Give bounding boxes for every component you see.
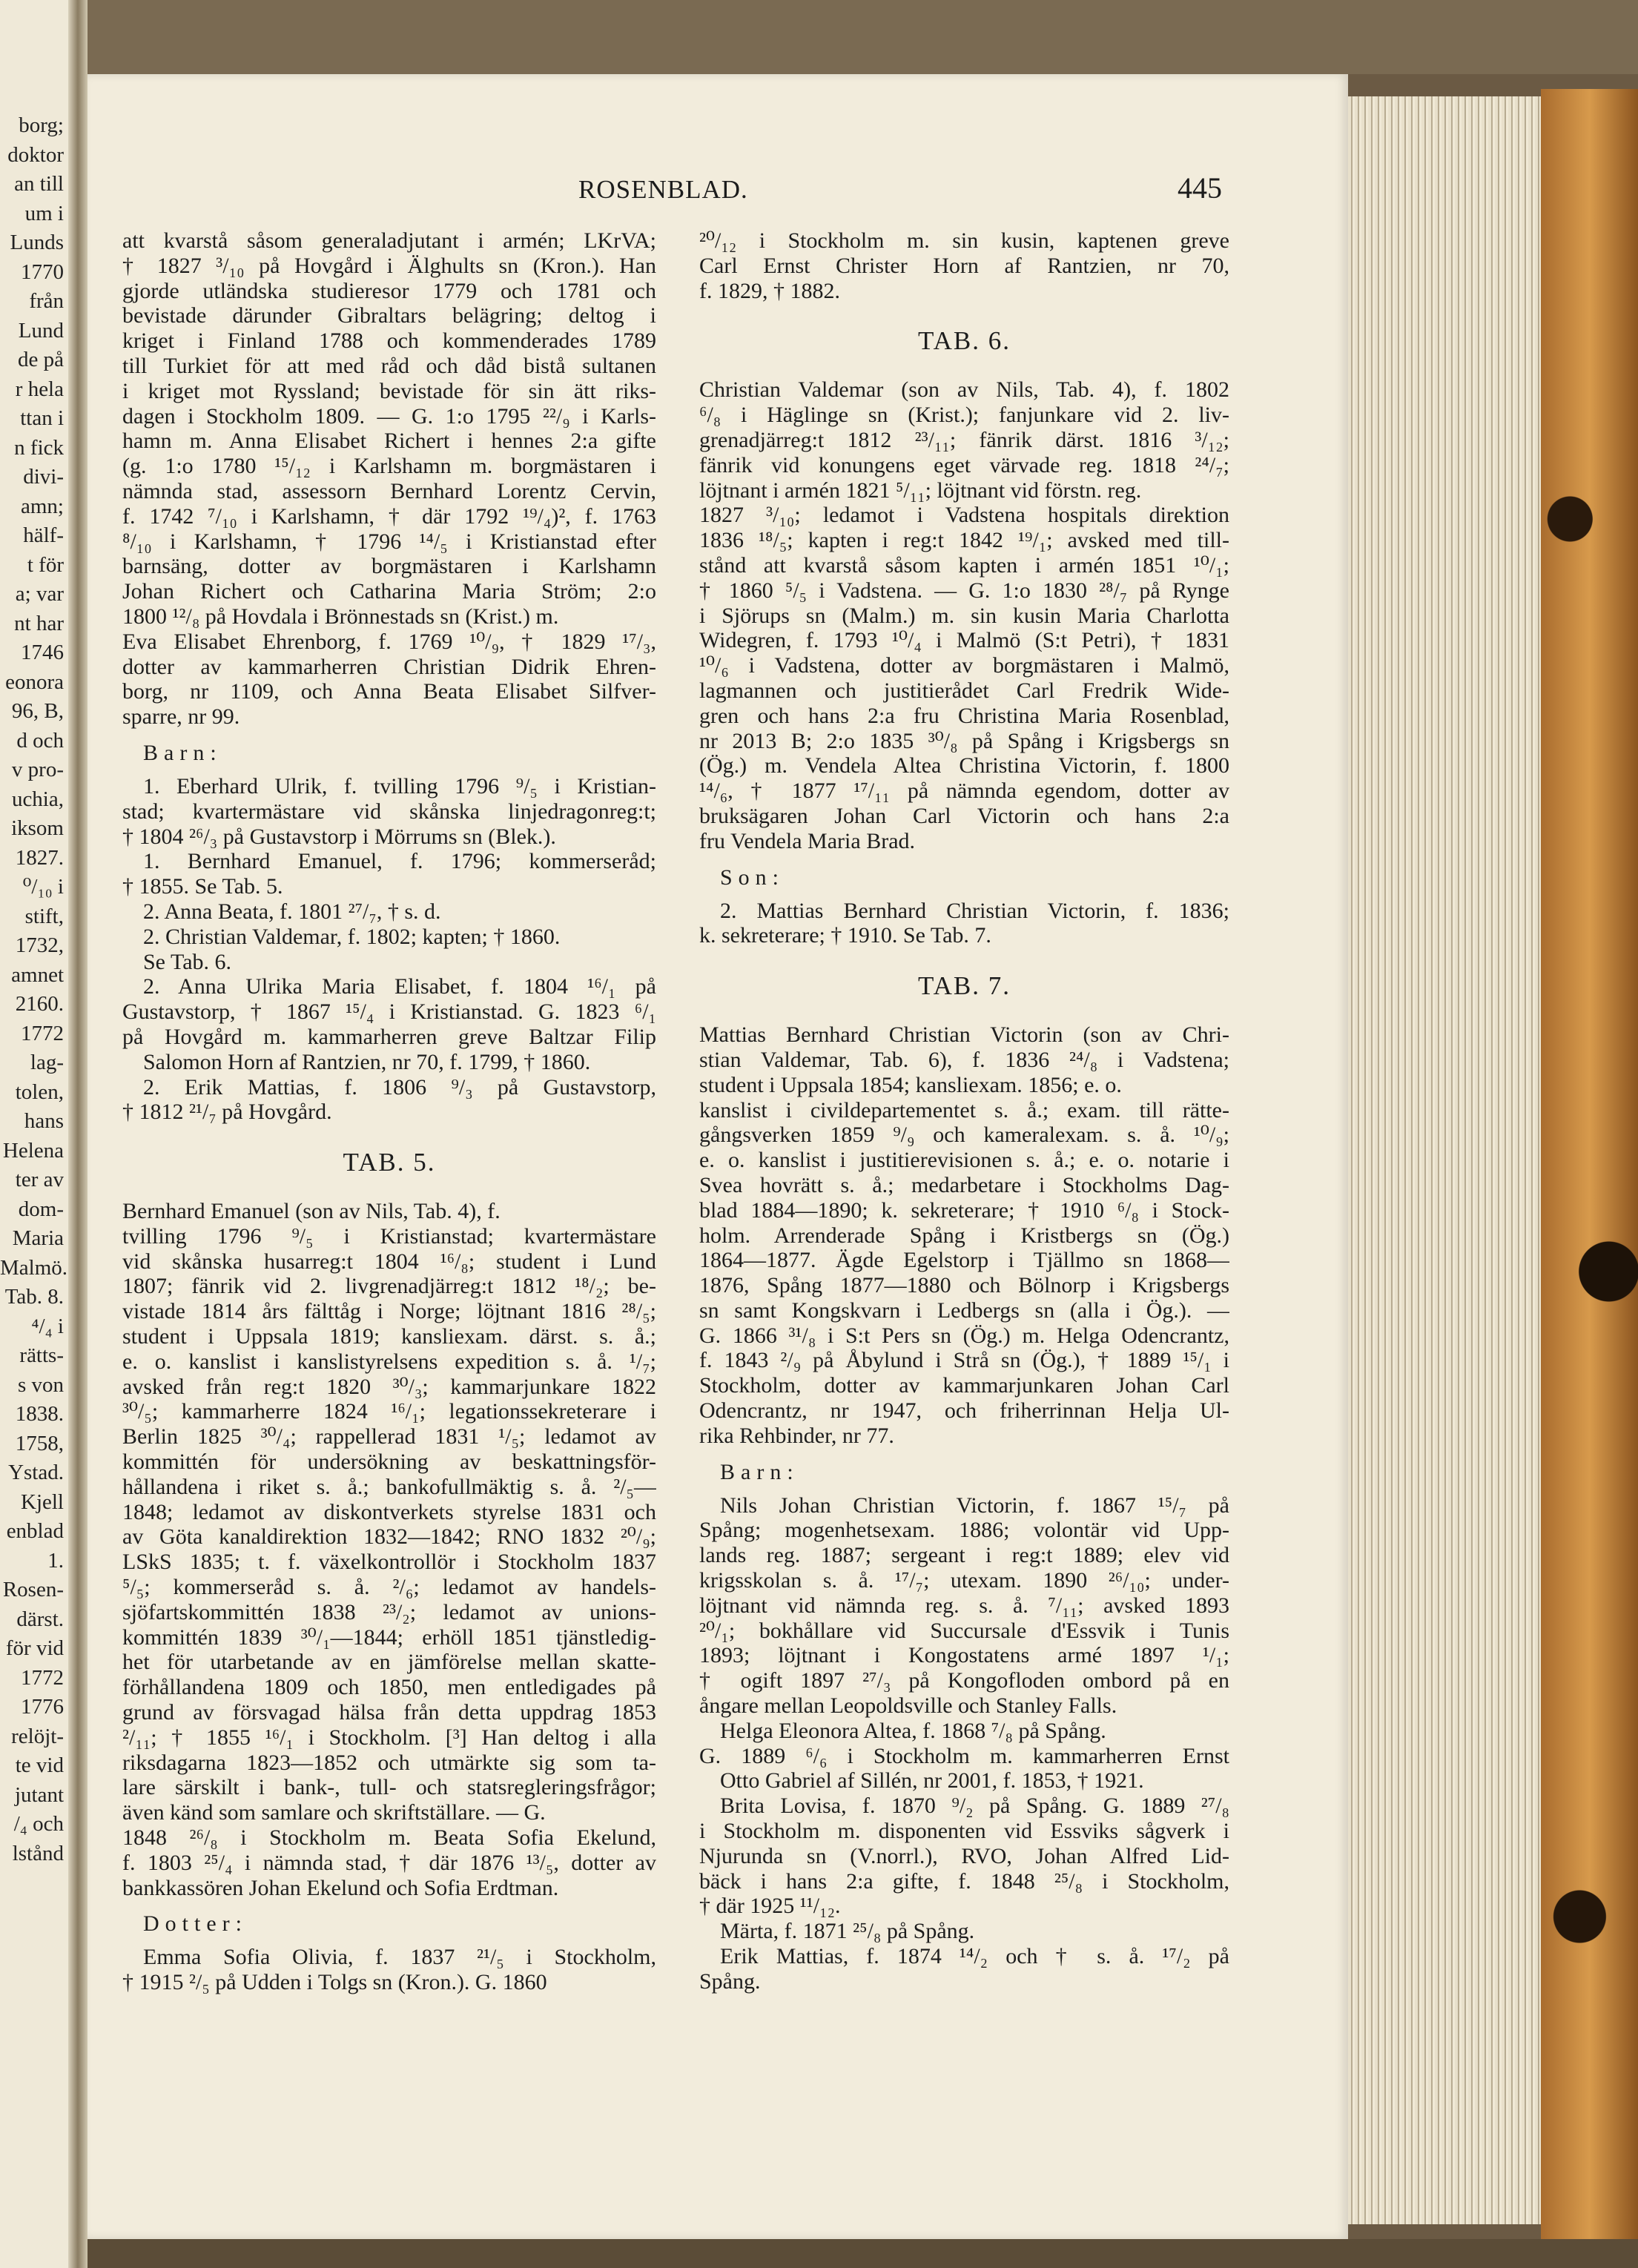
facing-page-fragment: därst. <box>16 1607 64 1631</box>
text-line: nr 2013 B; 2:o 1835 ³⁰/₈ på Spång i Krigsbergs sn <box>699 728 1229 753</box>
facing-page-fragment: 1732, <box>15 933 64 957</box>
text-line: e. o. kanslist i kanslistyrelsens expedition s. å. ¹/₇; <box>122 1349 656 1374</box>
text-line: bevistade därunder Gibraltars belägring; deltog i <box>122 303 656 328</box>
text-line: gjorde utländska studieresor 1779 och 1781 och <box>122 278 656 303</box>
text-line: kanslist i civildepartementet s. å.; exam. till rätte- <box>699 1097 1229 1123</box>
text-line: (Ög.) m. Vendela Altea Christina Victorin, f. 1800 <box>699 753 1229 778</box>
facing-page-fragment: v pro- <box>11 758 64 781</box>
facing-page-fragment: 1. <box>47 1548 64 1573</box>
text-line: 1. Eberhard Ulrik, f. tvilling 1796 ⁹/₅ i Kristian- <box>143 773 656 799</box>
text-line: Widegren, f. 1793 ¹⁰/₄ i Malmö (S:t Petri), † 1831 <box>699 628 1229 653</box>
facing-page-fragment: uchia, <box>11 787 64 811</box>
facing-page-fragment: från <box>29 289 64 313</box>
daughter-entry <box>122 1945 656 1995</box>
facing-page-fragment: iksom <box>11 816 64 840</box>
text-line: Se Tab. 6. <box>143 949 232 974</box>
text-line: f. 1829, † 1882. <box>699 278 840 303</box>
text-line: f. 1843 ²/₉ på Åbylund i Strå sn (Ög.), † 1889 ¹⁵/₁ i <box>699 1348 1229 1373</box>
text-line: löjtnant vid nämnda reg. s. å. ⁷/₁₁; avsked 1893 <box>699 1593 1229 1618</box>
text-line: gren och hans 2:a fru Christina Maria Rosenblad, <box>699 703 1229 728</box>
facing-page-fragment: t för <box>27 552 64 577</box>
text-line: grund av försvagad hälsa från detta uppdrag 1853 <box>122 1700 656 1725</box>
text-line: att kvarstå såsom generaladjutant i armén; LKrVA; <box>122 228 656 253</box>
facing-page-fragment: 1772 <box>21 1021 64 1045</box>
book-cover-marbled <box>1541 89 1638 2239</box>
text-line: 1800 ¹²/₈ på Hovdala i Brönnestads sn (Krist.) m. <box>122 604 559 629</box>
facing-page-fragment: 1770 <box>21 259 64 284</box>
facing-page-fragment: rätts- <box>19 1343 64 1367</box>
text-line: gångsverken 1859 ⁹/₉ och kameralexam. s. å. ¹⁰/₉; <box>699 1123 1229 1148</box>
text-line: 1836 ¹⁸/₅; kapten i reg:t 1842 ¹⁹/₁; avsked med till- <box>699 528 1229 553</box>
text-line: f. 1742 ⁷/₁₀ i Karlshamn, † där 1792 ¹⁹/₄)², f. 1763 <box>122 503 656 529</box>
text-line: 2. Christian Valdemar, f. 1802; kapten; † 1860. <box>143 924 561 949</box>
right-column <box>699 228 1229 1994</box>
text-line: Johan Richert och Catharina Maria Ström; 2:o <box>122 579 656 604</box>
text-line: nämnda stad, assessorn Bernhard Lorentz Cervin, <box>122 478 656 503</box>
text-line: bäck i hans 2:a gifte, f. 1848 ²⁵/₈ i Stockholm, <box>699 1868 1229 1894</box>
text-line: † 1860 ⁵/₅ i Vadstena. — G. 1:o 1830 ²⁸/₇ på Rynge <box>699 578 1229 603</box>
page-edges <box>1348 96 1541 2224</box>
facing-page-fragment: a; var <box>15 582 64 606</box>
facing-page-fragment: 1776 <box>21 1695 64 1719</box>
text-line: holm. Arrenderade Spång i Kristbergs sn (Ög.) <box>699 1223 1229 1248</box>
text-line: ⁵/₅; kommerseråd s. å. ²/₆; ledamot av handels- <box>122 1575 656 1600</box>
text-line: hållandena i riket s. å.; bankofullmäktig s. å. ²/₅— <box>122 1474 656 1499</box>
text-line: barnsäng, dotter av borgmästaren i Karlshamn <box>122 554 656 579</box>
text-line: G. 1866 ³¹/₈ i S:t Pers sn (Ög.) m. Helga Odencrantz, <box>699 1323 1229 1348</box>
text-line: i Stockholm m. disponenten vid Essviks sågverk i <box>699 1819 1229 1844</box>
text-line: ¹⁰/₆ i Vadstena, dotter av borgmästaren i Malmö, <box>699 653 1229 678</box>
facing-page-fragment: divi- <box>23 465 64 489</box>
text-line: dagen i Stockholm 1809. — G. 1:o 1795 ²²/₉ i Karls- <box>122 403 656 429</box>
facing-page-fragment: 96, B, <box>11 699 64 723</box>
text-line: Otto Gabriel af Sillén, nr 2001, f. 1853, † 1921. <box>720 1768 1144 1793</box>
facing-page-fragment: Rosen- <box>2 1578 64 1601</box>
facing-page-fragment: te vid <box>15 1753 64 1777</box>
facing-page-fragment: Maria <box>12 1226 64 1250</box>
left-column <box>122 228 656 1995</box>
text-line: lagmannen och justitierådet Carl Fredrik Wide- <box>699 678 1229 703</box>
text-line: † 1827 ³/₁₀ på Hovgård i Älghults sn (Kron.). Han <box>122 253 656 278</box>
facing-page-fragment: relöjt- <box>11 1724 64 1748</box>
facing-page-fragment: enblad <box>6 1519 64 1543</box>
text-line: ⁸/₁₀ i Karlshamn, † 1796 ¹⁴/₅ i Kristianstad efter <box>122 529 656 554</box>
facing-page-fragment: 1827. <box>15 845 64 870</box>
text-line: Nils Johan Christian Victorin, f. 1867 ¹⁵/₇ på <box>720 1492 1229 1518</box>
text-line: Stockholm, dotter av kammarjunkaren Johan Carl <box>699 1373 1229 1398</box>
facing-page-fragment: 1758, <box>15 1431 64 1455</box>
facing-page-fragment: um i <box>24 201 64 225</box>
text-line: av Göta kanaldirektion 1832—1842; RNO 1832 ²⁰/₉; <box>122 1524 656 1550</box>
book-edge-bottom <box>87 2239 1638 2268</box>
text-line: vid skånska husarreg:t 1804 ¹⁶/₈; student i Lund <box>122 1249 656 1274</box>
facing-page-fragment: 1838. <box>15 1402 64 1426</box>
text-line: bankkassören Johan Ekelund och Sofia Erdtman. <box>122 1875 559 1900</box>
facing-page-fragment: Lund <box>18 318 64 343</box>
text-line: 1893; löjtnant i Kongostatens armé 1897 ¹/₁; <box>699 1643 1229 1668</box>
text-line: sparre, nr 99. <box>122 704 240 730</box>
text-line: Carl Ernst Christer Horn af Rantzien, nr 70, <box>699 253 1229 278</box>
text-line: 1848; ledamot av diskontverkets styrelse 1831 och <box>122 1499 656 1524</box>
text-line: blad 1884—1890; k. sekreterare; † 1910 ⁶/₈ i Stock- <box>699 1197 1229 1223</box>
facing-page-fragment: Tab. 8. <box>4 1285 64 1309</box>
facing-page-fragment: lstånd <box>12 1841 64 1865</box>
text-line: ångare mellan Leopoldsville och Stanley Falls. <box>699 1693 1117 1719</box>
facing-page-fragment: eonora <box>5 670 64 694</box>
entry-tab7 <box>699 1022 1229 1449</box>
facing-page-fragment: d och <box>16 728 64 753</box>
text-line: Erik Mattias, f. 1874 ¹⁴/₂ och † s. å. ¹⁷/₂ på <box>720 1944 1229 1969</box>
text-line: e. o. kanslist i justitierevisionen s. å.; e. o. notarie i <box>699 1148 1229 1173</box>
text-line: f. 1803 ²⁵/₄ i nämnda stad, † där 1876 ¹³/₅, dotter av <box>122 1850 656 1875</box>
text-line: Berlin 1825 ³⁰/₄; rappellerad 1831 ¹/₅; ledamot av <box>122 1424 656 1449</box>
text-line: 1848 ²⁶/₈ i Stockholm m. Beata Sofia Ekelund, <box>122 1825 656 1851</box>
text-line: borg, nr 1109, och Anna Beata Elisabet Silfver- <box>122 679 656 704</box>
text-line: på Hovgård m. kammarherren greve Baltzar Filip <box>122 1024 656 1049</box>
text-line: ³⁰/₅; kammarherre 1824 ¹⁶/₁; legationssekreterare i <box>122 1399 656 1424</box>
text-line: † 1804 ²⁶/₃ på Gustavstorp i Mörrums sn (Blek.). <box>122 824 556 849</box>
book-edge-top <box>87 0 1638 74</box>
text-line: lare särskilt i bank-, tull- och statsregleringsfrågor; <box>122 1775 656 1800</box>
text-line: 1. Bernhard Emanuel, f. 1796; kommerseråd; <box>143 849 656 874</box>
section-label-barn: Barn: <box>143 740 222 765</box>
text-line: grenadjärreg:t 1812 ²³/₁₁; fänrik därst. 1816 ³/₁₂; <box>699 427 1229 452</box>
facing-page-fragment: dom- <box>18 1197 64 1221</box>
facing-page-fragment: hans <box>24 1109 64 1133</box>
facing-page-fragment: 1772 <box>21 1665 64 1690</box>
facing-page-fragment: 1746 <box>21 641 64 664</box>
text-line: † ogift 1897 ²⁷/₃ på Kongofloden ombord på en <box>699 1668 1229 1693</box>
text-line: till Turkiet för att med råd och dåd bistå sultanen <box>122 353 656 378</box>
text-line: Eva Elisabet Ehrenborg, f. 1769 ¹⁰/₉, † 1829 ¹⁷/₃, <box>122 629 656 654</box>
text-line: Brita Lovisa, f. 1870 ⁹/₂ på Spång. G. 1889 ²⁷/₈ <box>720 1793 1229 1819</box>
facing-page-fragment: 2160. <box>15 992 64 1016</box>
facing-page-fragment: lag- <box>30 1051 64 1074</box>
text-line: sjöfartskommittén 1838 ²³/₂; ledamot av unions- <box>122 1599 656 1624</box>
text-line: krigsskolan s. å. ¹⁷/₇; utexam. 1890 ²⁶/₁₀; under- <box>699 1568 1229 1593</box>
text-line: Bernhard Emanuel (son av Nils, Tab. 4), f. <box>122 1199 501 1224</box>
text-line: Njurunda sn (V.norrl.), RVO, Johan Alfred Lid- <box>699 1843 1229 1868</box>
text-line: vistade 1814 års fälttåg i Norge; löjtnant 1816 ²⁸/₅; <box>122 1299 656 1324</box>
text-line: Emma Sofia Olivia, f. 1837 ²¹/₅ i Stockholm, <box>143 1945 656 1970</box>
text-line: k. sekreterare; † 1910. Se Tab. 7. <box>699 923 991 948</box>
text-line: 1807; fänrik vid 2. livgrenadjärreg:t 1812 ¹⁸/₂; be- <box>122 1274 656 1299</box>
facing-page-fragment: stift, <box>24 904 64 928</box>
text-line: i Sjörups sn (Malm.) m. sin kusin Maria Charlotta <box>699 603 1229 628</box>
text-line: 2. Erik Mattias, f. 1806 ⁹/₃ på Gustavstorp, <box>143 1074 656 1100</box>
text-line: 2. Anna Beata, f. 1801 ²⁷/₇, † s. d. <box>143 899 441 924</box>
text-line: Gustavstorp, † 1867 ¹⁵/₄ i Kristianstad. G. 1823 ⁶/₁ <box>122 999 656 1025</box>
text-line: ¹⁴/₆, † 1877 ¹⁷/₁₁ på nämnda egendom, dotter av <box>699 778 1229 804</box>
text-line: sn samt Kongskvarn i Ledbergs sn (alla i Ög.). — <box>699 1297 1229 1323</box>
text-line: lands reg. 1887; sergeant i reg:t 1889; elev vid <box>699 1543 1229 1568</box>
text-line: Spång; mogenhetsexam. 1886; volontär vid Upp- <box>699 1518 1229 1543</box>
facing-page-fragment: doktor <box>7 142 64 167</box>
text-line: ²/₁₁; † 1855 ¹⁶/₁ i Stockholm. [³] Han deltog i alla <box>122 1725 656 1750</box>
text-line: Helga Eleonora Altea, f. 1868 ⁷/₈ på Spång. <box>720 1718 1106 1743</box>
son-entry <box>699 899 1229 949</box>
table-heading-tab6: TAB. 6. <box>918 326 1011 356</box>
book-gutter <box>68 0 87 2268</box>
facing-page-fragment: ter av <box>15 1168 64 1191</box>
text-line: Märta, f. 1871 ²⁵/₈ på Spång. <box>720 1919 975 1944</box>
text-line: student i Uppsala 1819; kansliexam. därst. s. å.; <box>122 1324 656 1349</box>
paragraph-continuation-right <box>699 228 1229 303</box>
text-line: † 1915 ²/₅ på Udden i Tolgs sn (Kron.). G. 1860 <box>122 1970 547 1995</box>
text-line: fänrik vid konungens eget värvade reg. 1818 ²⁴/₇; <box>699 452 1229 477</box>
text-line: † 1855. Se Tab. 5. <box>122 874 283 899</box>
facing-page-fragment: Helena <box>2 1138 64 1163</box>
text-line: 2. Anna Ulrika Maria Elisabet, f. 1804 ¹⁶/₁ på <box>143 974 656 999</box>
section-label-son: Son: <box>720 864 785 890</box>
text-line: kommittén för undersökning av beskattningsför- <box>122 1449 656 1475</box>
facing-page-fragment: nt har <box>14 611 64 635</box>
text-line: Salomon Horn af Rantzien, nr 70, f. 1799, † 1860. <box>143 1049 591 1074</box>
text-line: 2. Mattias Bernhard Christian Victorin, f. 1836; <box>720 898 1229 923</box>
table-heading-tab5: TAB. 5. <box>343 1148 436 1177</box>
entry-tab5 <box>122 1199 656 1900</box>
text-line: het för utarbetande av en jämförelse mellan skatte- <box>122 1650 656 1675</box>
section-label-dotter: Dotter: <box>143 1911 248 1937</box>
text-line: även känd som samlare och skriftställare. — G. <box>122 1800 546 1825</box>
text-line: ²⁰/₁; bokhållare vid Succursale d'Essvik i Tunis <box>699 1618 1229 1643</box>
table-heading-tab7: TAB. 7. <box>918 971 1011 1001</box>
text-line: kommittén 1839 ³⁰/₁—1844; erhöll 1851 tjänstledig- <box>122 1624 656 1650</box>
facing-page-fragment: ⁴/₄ i <box>31 1314 64 1338</box>
section-label-barn-right: Barn: <box>720 1459 799 1484</box>
running-header: ROSENBLAD. <box>578 175 748 204</box>
text-line: † där 1925 ¹¹/₁₂. <box>699 1894 841 1919</box>
text-line: dotter av kammarherren Christian Didrik Ehren- <box>122 654 656 679</box>
entry-tab6 <box>699 377 1229 853</box>
text-line: fru Vendela Maria Brad. <box>699 828 916 853</box>
text-line: tvilling 1796 ⁹/₅ i Kristianstad; kvartermästare <box>122 1223 656 1249</box>
text-line: Mattias Bernhard Christian Victorin (son av Chri- <box>699 1022 1229 1048</box>
text-line: Spång. <box>699 1968 761 1994</box>
facing-page-fragment: Ystad. <box>8 1461 64 1484</box>
facing-page-fragment: an till <box>14 172 64 196</box>
text-line: student i Uppsala 1854; kansliexam. 1856; e. o. <box>699 1072 1122 1097</box>
paragraph-continuation <box>122 228 656 730</box>
text-line: ²⁰/₁₂ i Stockholm m. sin kusin, kaptenen greve <box>699 228 1229 253</box>
page-number: 445 <box>1178 171 1222 205</box>
facing-page-fragment: s von <box>17 1372 64 1397</box>
text-line: ⁶/₈ i Häglinge sn (Krist.); fanjunkare vid 2. liv- <box>699 403 1229 428</box>
text-line: stånd att kvarstå såsom kapten i armén 1851 ¹⁰/₁; <box>699 552 1229 578</box>
text-line: i kriget mot Ryssland; bevistade för sin ätt riks- <box>122 378 656 403</box>
text-line: stian Valdemar, Tab. 6), f. 1836 ²⁴/₈ i Vadstena; <box>699 1047 1229 1072</box>
facing-page-fragment: tolen, <box>15 1080 64 1104</box>
text-line: rika Rehbinder, nr 77. <box>699 1423 894 1448</box>
children-list-right <box>699 1493 1229 1994</box>
facing-page-fragment: ⁰/₁₀ i <box>22 875 64 899</box>
facing-page-fragment: Malmö. <box>0 1255 68 1280</box>
facing-page-fragment: de på <box>18 348 64 371</box>
facing-page-fragment: amn; <box>21 494 64 518</box>
text-line: 1864—1877. Ägde Egelstorp i Tjällmo sn 1868— <box>699 1248 1229 1273</box>
text-line: Svea hovrätt s. å.; medarbetare i Stockholms Dag- <box>699 1172 1229 1197</box>
facing-page-fragment: r hela <box>15 377 64 401</box>
text-line: 1827 ³/₁₀; ledamot i Vadstena hospitals direktion <box>699 503 1229 528</box>
text-line: förhållandena 1809 och 1850, men entledigades på <box>122 1675 656 1700</box>
text-line: löjtnant i armén 1821 ⁵/₁₁; löjtnant vid förstn. reg. <box>699 477 1142 503</box>
text-line: † 1812 ²¹/₇ på Hovgård. <box>122 1100 332 1125</box>
facing-page-fragment: amnet <box>11 962 64 987</box>
text-line: riksdagarna 1823—1852 och utmärkte sig som ta- <box>122 1750 656 1775</box>
text-line: (g. 1:o 1780 ¹⁵/₁₂ i Karlshamn m. borgmästaren i <box>122 454 656 479</box>
facing-page-fragment: borg; <box>19 113 64 137</box>
text-line: LSkS 1835; t. f. växelkontrollör i Stockholm 1837 <box>122 1550 656 1575</box>
facing-page-fragment: n fick <box>14 435 64 460</box>
facing-page-fragment: ttan i <box>20 406 64 430</box>
text-line: kriget i Finland 1788 och kommenderades 1789 <box>122 328 656 354</box>
facing-page-fragment: jutant <box>14 1782 64 1807</box>
facing-page-text <box>0 111 70 2076</box>
children-list <box>122 774 656 1125</box>
facing-page-fragment: hälf- <box>23 523 64 547</box>
facing-page-fragment: för vid <box>5 1636 64 1660</box>
text-line: Christian Valdemar (son av Nils, Tab. 4), f. 1802 <box>699 377 1229 403</box>
text-line: 1876, Spång 1877—1880 och Bölnorp i Krigsbergs <box>699 1273 1229 1298</box>
text-line: Odencrantz, nr 1947, och friherrinnan Helja Ul- <box>699 1398 1229 1424</box>
facing-page-fragment: Lunds <box>10 231 64 254</box>
text-line: avsked från reg:t 1820 ³⁰/₃; kammarjunkare 1822 <box>122 1374 656 1399</box>
facing-page-fragment: /₄ och <box>13 1812 64 1836</box>
text-line: hamn m. Anna Elisabet Richert i hennes 2:a gifte <box>122 429 656 454</box>
text-line: bruksägaren Johan Carl Victorin och hans 2:a <box>699 803 1229 828</box>
facing-page-fragment: Kjell <box>21 1490 64 1514</box>
text-line: stad; kvartermästare vid skånska linjedragonreg:t; <box>122 799 656 824</box>
text-line: G. 1889 ⁶/₆ i Stockholm m. kammarherren Ernst <box>699 1743 1229 1768</box>
